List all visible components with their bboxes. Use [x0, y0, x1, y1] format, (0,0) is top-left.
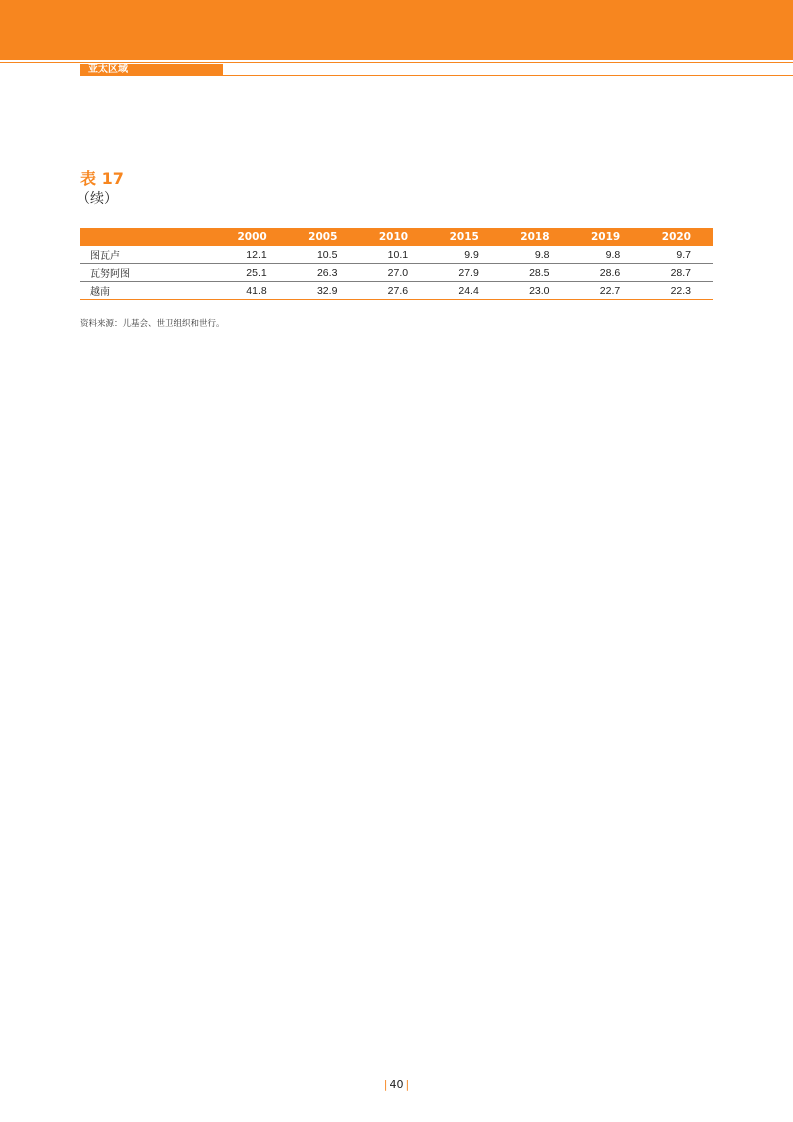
table-cell: 23.0: [501, 282, 572, 300]
section-rule: [223, 75, 793, 76]
table-cell: 9.8: [572, 246, 643, 264]
table-cell: 9.8: [501, 246, 572, 264]
table-cell: 22.3: [642, 282, 713, 300]
table-cell: 9.7: [642, 246, 713, 264]
page-number-divider: |: [405, 1078, 410, 1091]
page-number: [0, 1078, 793, 1091]
table-cell: 27.6: [359, 282, 430, 300]
table-cell: 12.1: [218, 246, 289, 264]
header-cell-year: 2000: [218, 228, 289, 246]
table-cell: 10.1: [359, 246, 430, 264]
header-cell-year: 2015: [430, 228, 501, 246]
header-band: [0, 0, 793, 60]
table-cell: 27.0: [359, 264, 430, 282]
table-subtitle: （续）: [76, 191, 118, 207]
table-cell: 41.8: [218, 282, 289, 300]
table-cell: 22.7: [572, 282, 643, 300]
header-cell-year: 2010: [359, 228, 430, 246]
table-cell: 24.4: [430, 282, 501, 300]
table-cell: 26.3: [289, 264, 360, 282]
table-cell: 25.1: [218, 264, 289, 282]
page-number-divider: |: [383, 1078, 388, 1091]
table-cell: 28.7: [642, 264, 713, 282]
section-label: 亚太区域: [80, 64, 223, 76]
header-cell-blank: [80, 228, 218, 246]
header-cell-year: 2018: [501, 228, 572, 246]
table-cell: 32.9: [289, 282, 360, 300]
source-note: 资料来源：儿基会、世卫组织和世行。: [80, 319, 225, 329]
page-number-value: 40: [389, 1078, 404, 1091]
row-country-name: 瓦努阿图: [80, 264, 218, 282]
table-title: 表 17: [80, 169, 124, 188]
table-cell: 10.5: [289, 246, 360, 264]
header-rule: [0, 62, 793, 63]
row-country-name: 越南: [80, 282, 218, 300]
table-row: [80, 246, 713, 264]
table-cell: 27.9: [430, 264, 501, 282]
table-cell: 28.6: [572, 264, 643, 282]
table-row: [80, 282, 713, 300]
header-cell-year: 2005: [289, 228, 360, 246]
header-cell-year: 2020: [642, 228, 713, 246]
data-table: [80, 228, 713, 300]
table-row: [80, 264, 713, 282]
header-cell-year: 2019: [572, 228, 643, 246]
table-header-row: [80, 228, 713, 246]
row-country-name: 图瓦卢: [80, 246, 218, 264]
table-cell: 28.5: [501, 264, 572, 282]
table-cell: 9.9: [430, 246, 501, 264]
